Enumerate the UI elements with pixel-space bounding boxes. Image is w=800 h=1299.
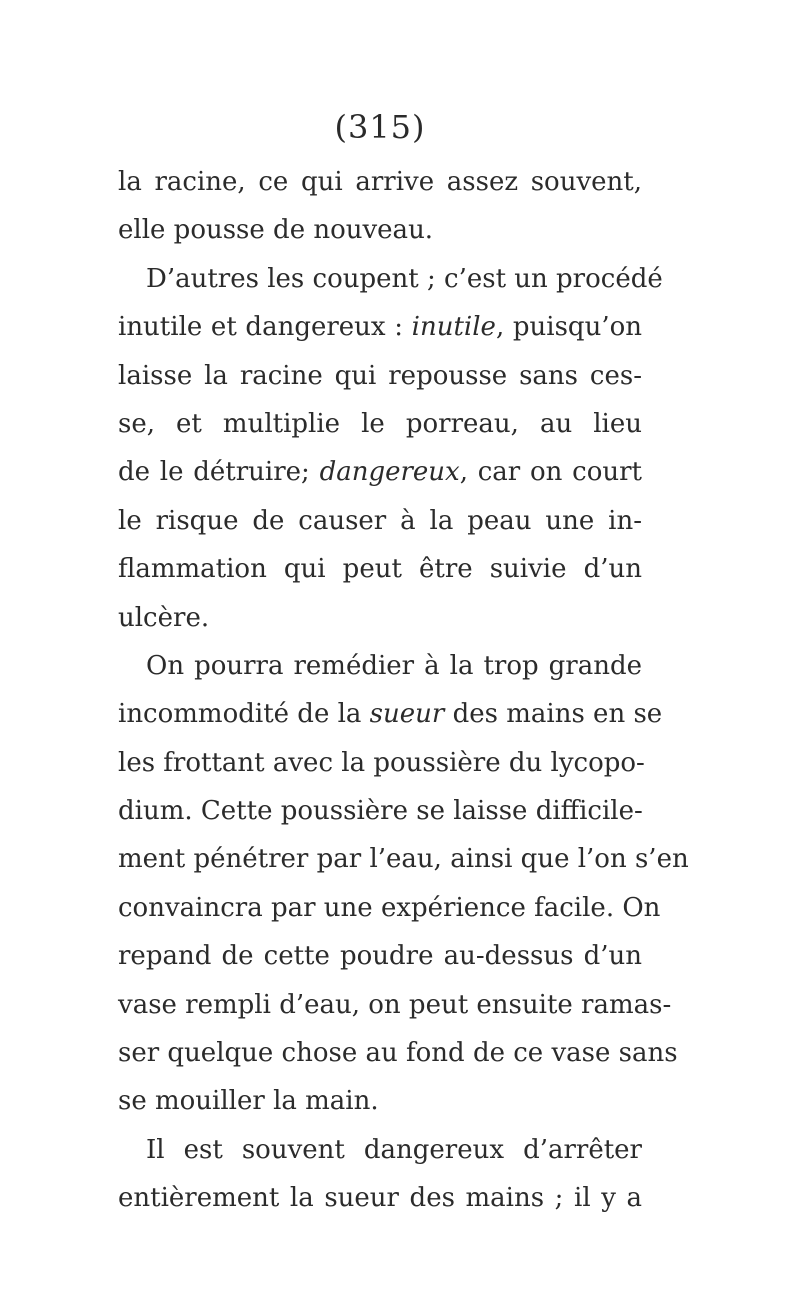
body-text	[118, 158, 689, 1223]
text-segment: des mains en se	[444, 699, 663, 730]
text-line	[118, 690, 663, 738]
text-segment: On pourra remédier à la trop grande	[146, 650, 642, 681]
text-segment: ulcère.	[118, 602, 210, 633]
text-segment: le risque de causer à la peau une in-	[118, 505, 642, 536]
text-line	[118, 497, 642, 545]
text-line	[118, 158, 642, 206]
text-line	[118, 1126, 642, 1174]
text-line	[118, 206, 642, 254]
text-line	[118, 448, 642, 496]
text-line	[118, 255, 663, 303]
text-segment: laisse la racine qui repousse sans ces-	[118, 360, 642, 391]
text-line	[118, 932, 642, 980]
text-segment: la racine, ce qui arrive assez souvent,	[118, 167, 642, 197]
text-line	[118, 981, 672, 1029]
text-segment: , puisqu’on	[495, 312, 642, 343]
text-segment: D’autres les coupent ; c’est un procédé	[146, 263, 663, 294]
text-line	[118, 739, 645, 787]
text-segment: incommodité de la	[118, 699, 370, 730]
text-line	[118, 594, 642, 642]
text-segment: elle pousse de nouveau.	[118, 215, 434, 246]
text-segment: , car on court	[459, 457, 642, 488]
text-segment: ment pénétrer par l’eau, ainsi que l’on s’en	[118, 844, 689, 875]
text-segment: vase rempli d’eau, on peut ensuite ramas-	[118, 989, 672, 1020]
text-line	[118, 787, 642, 835]
text-segment: de le détruire;	[118, 457, 320, 488]
text-line	[118, 642, 642, 690]
text-segment: entièrement la sueur des mains ; il y a	[118, 1183, 642, 1214]
italic-text: inutile	[411, 312, 496, 343]
text-segment: se mouiller la main.	[118, 1086, 379, 1117]
text-line	[118, 884, 661, 932]
text-line	[118, 303, 642, 351]
text-segment: ser quelque chose au fond de ce vase sans	[118, 1038, 678, 1069]
text-segment: flammation qui peut être suivie d’un	[118, 554, 642, 585]
text-segment: convaincra par une expérience facile. On	[118, 892, 661, 923]
text-line	[118, 1174, 642, 1222]
text-segment: inutile et dangereux :	[118, 312, 412, 343]
text-segment: dium. Cette poussière se laisse difficile-	[118, 796, 643, 827]
text-segment: se, et multiplie le porreau, au lieu	[118, 408, 642, 439]
text-segment: les frottant avec la poussière du lycopo-	[118, 747, 645, 778]
italic-text: sueur	[369, 699, 445, 730]
text-line	[118, 1077, 642, 1125]
text-line	[118, 545, 642, 593]
page-number: (315)	[334, 108, 426, 146]
text-line	[118, 352, 642, 400]
text-segment: Il est souvent dangereux d’arrêter	[146, 1134, 642, 1165]
text-line	[118, 400, 642, 448]
text-line	[118, 835, 689, 883]
text-segment: repand de cette poudre au-dessus d’un	[118, 941, 642, 972]
italic-text: dangereux	[319, 457, 460, 488]
text-line	[118, 1029, 678, 1077]
